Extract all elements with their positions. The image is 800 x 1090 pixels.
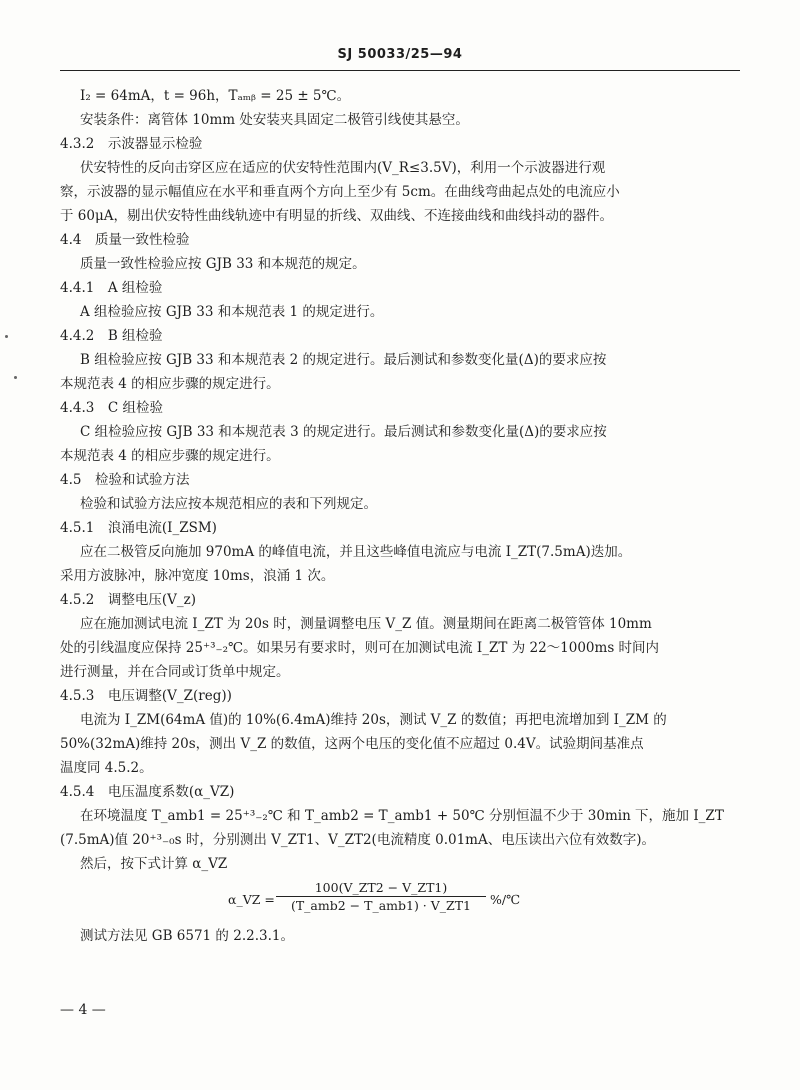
paragraph-line: C 组检验应按 GJB 33 和本规范表 3 的规定进行。最后测试和参数变化量(Δ)的要求应按 [80,424,607,440]
scan-speck [5,335,8,338]
paragraph-line: 伏安特性的反向击穿区应在适应的伏安特性范围内(V_R≤3.5V)，利用一个示波器进行观 [80,160,606,176]
formula-denominator: (T_amb2 − T_amb1) · V_ZT1 [290,898,472,913]
header-rule [60,70,740,71]
document-number-header: SJ 50033/25—94 [337,47,463,62]
section-4-5-4-heading: 4.5.4 电压温度系数(α_VZ) [60,784,235,800]
paragraph-line: 测试方法见 GB 6571 的 2.2.3.1。 [80,928,294,944]
page-number: — 4 — [60,1002,106,1018]
section-4-5-heading: 4.5 检验和试验方法 [60,472,190,488]
paragraph-line: 检验和试验方法应按本规范相应的表和下列规定。 [80,496,377,512]
paragraph-line: 然后，按下式计算 α_VZ [80,856,228,872]
paragraph-line: 处的引线温度应保持 25⁺³₋₂℃。如果另有要求时，则可在加测试电流 I_ZT 为 22～1000ms 时间内 [60,640,660,656]
paragraph-line: 本规范表 4 的相应步骤的规定进行。 [60,448,280,464]
paragraph-line: (7.5mA)值 20⁺³₋₀s 时，分别测出 V_ZT1、V_ZT2(电流精度 0.01mA、电压读出六位有效数字)。 [60,832,655,848]
paragraph-line: 察，示波器的显示幅值应在水平和垂直两个方向上至少有 5cm。在曲线弯曲起点处的电流应小 [60,184,620,200]
paragraph-line: 于 60μA，剔出伏安特性曲线轨迹中有明显的折线、双曲线、不连接曲线和曲线抖动的器件。 [60,208,613,224]
section-4-5-2-heading: 4.5.2 调整电压(V_z) [60,592,196,608]
formula-numerator: 100(V_ZT2 − V_ZT1) [276,880,486,897]
paragraph-line: A 组检验应按 GJB 33 和本规范表 1 的规定进行。 [80,304,384,320]
formula-unit: %/℃ [490,892,521,907]
paragraph-line: 质量一致性检验应按 GJB 33 和本规范的规定。 [80,256,366,272]
section-4-4-1-heading: 4.4.1 A 组检验 [60,280,163,296]
paragraph-line: 在环境温度 T_amb1 = 25⁺³₋₂℃ 和 T_amb2 = T_amb1 + 50℃ 分别恒温不少于 30min 下，施加 I_ZT [80,808,724,824]
mounting-conditions-line: 安装条件：离管体 10mm 处安装夹具固定二极管引线使其悬空。 [80,112,469,128]
test-conditions-line: I₂ = 64mA，t = 96h，Tₐₘᵦ = 25 ± 5℃。 [80,88,351,104]
paragraph-line: 采用方波脉冲，脉冲宽度 10ms，浪涌 1 次。 [60,568,335,584]
section-4-4-3-heading: 4.4.3 C 组检验 [60,400,163,416]
paragraph-line: 电流为 I_ZM(64mA 值)的 10%(6.4mA)维持 20s，测试 V_Z 的数值；再把电流增加到 I_ZM 的 [80,712,667,728]
paragraph-line: 本规范表 4 的相应步骤的规定进行。 [60,376,280,392]
scan-speck [14,376,17,379]
paragraph-line: 50%(32mA)维持 20s，测出 V_Z 的数值，这两个电压的变化值不应超过 0.4V。试验期间基准点 [60,736,644,752]
paragraph-line: 进行测量，并在合同或订货单中规定。 [60,664,290,680]
formula-lhs: α_VZ = [228,892,275,907]
section-4-4-2-heading: 4.4.2 B 组检验 [60,328,163,344]
paragraph-line: 应在施加测试电流 I_ZT 为 20s 时，测量调整电压 V_Z 值。测量期间在距离二极管管体 10mm [80,616,652,632]
formula-fraction [276,880,486,913]
paragraph-line: 应在二极管反向施加 970mA 的峰值电流，并且这些峰值电流应与电流 I_ZT(7.5mA)迭加。 [80,544,632,560]
section-4-5-3-heading: 4.5.3 电压调整(V_Z(reg)) [60,688,232,704]
section-4-3-2-heading: 4.3.2 示波器显示检验 [60,136,203,152]
paragraph-line: 温度同 4.5.2。 [60,760,153,776]
section-4-4-heading: 4.4 质量一致性检验 [60,232,190,248]
section-4-5-1-heading: 4.5.1 浪涌电流(I_ZSM) [60,520,217,536]
paragraph-line: B 组检验应按 GJB 33 和本规范表 2 的规定进行。最后测试和参数变化量(Δ)的要求应按 [80,352,607,368]
